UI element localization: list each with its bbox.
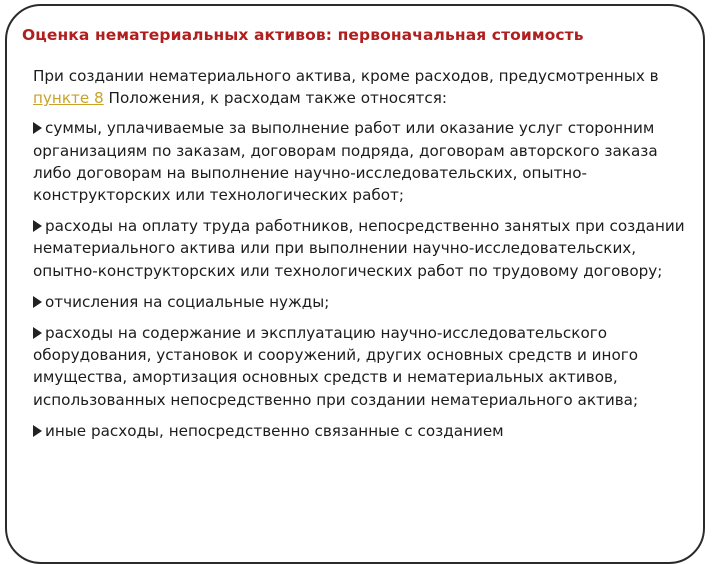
slide-title: Оценка нематериальных активов: первоначальная стоимость — [22, 26, 584, 44]
bullet-item-1 — [33, 117, 693, 206]
bullet-item-5 — [33, 420, 693, 442]
arrow-bullet-icon — [33, 296, 42, 308]
intro-text-after: Положения, к расходам также относятся: — [103, 89, 448, 108]
bullet-text: расходы на содержание и эксплуатацию научно-исследовательского оборудования, установок и сооружений, других основных средств и иного имущества, амортизация основных средств и нематериальных активов, использованных непосредственно при создании нематериального актива; — [33, 324, 639, 409]
bullet-text: расходы на оплату труда работников, непосредственно занятых при создании нематериального актива или при выполнении научно-исследовательских, опытно-конструкторских или технологических работ по трудовому договору; — [33, 217, 685, 280]
point-8-link[interactable]: пункте 8 — [33, 89, 104, 108]
bullet-item-4 — [33, 322, 693, 411]
bullet-item-2 — [33, 215, 693, 282]
arrow-bullet-icon — [33, 122, 42, 134]
intro-paragraph — [33, 65, 693, 109]
arrow-bullet-icon — [33, 327, 42, 339]
bullet-text: иные расходы, непосредственно связанные с созданием — [45, 421, 504, 440]
bullet-item-3 — [33, 291, 693, 313]
bullet-text: суммы, уплачиваемые за выполнение работ или оказание услуг сторонним организациям по заказам, договорам подряда, договорам авторского заказа либо договорам на выполнение научно-исследовательских, опытно-конструкторских или технологических работ; — [33, 119, 658, 205]
arrow-bullet-icon — [33, 220, 42, 232]
slide-content — [33, 65, 693, 451]
intro-text-before: При создании нематериального актива, кроме расходов, предусмотренных в — [33, 67, 659, 85]
arrow-bullet-icon — [33, 425, 42, 437]
bullet-text: отчисления на социальные нужды; — [45, 292, 330, 311]
